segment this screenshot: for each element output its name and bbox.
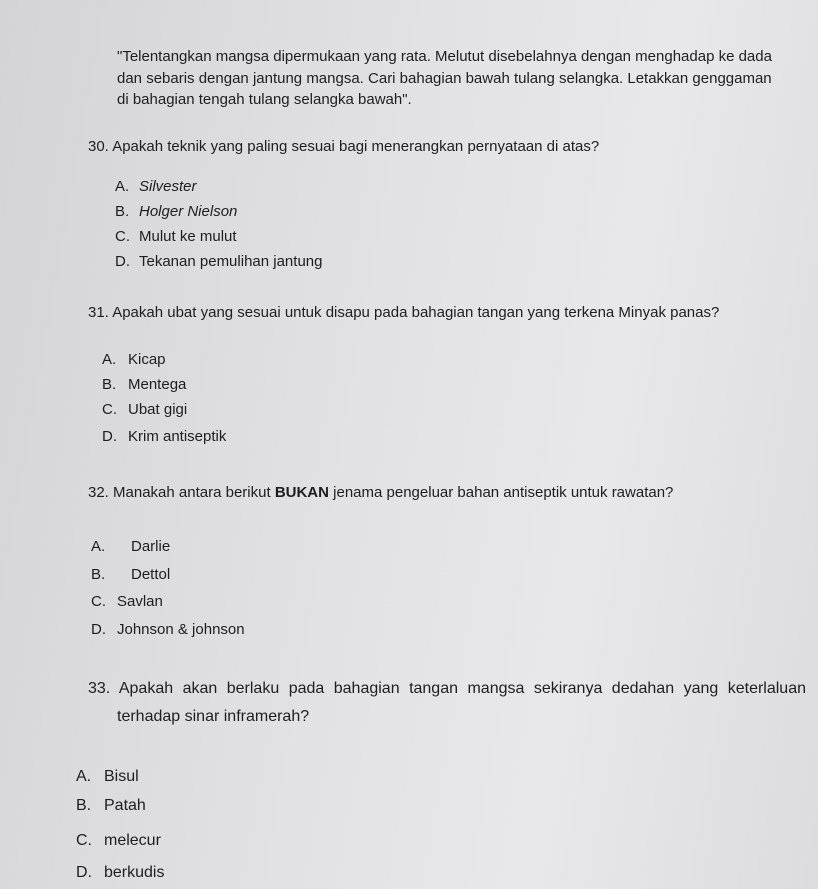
option-b[interactable]: B. Patah: [76, 797, 146, 814]
option-c[interactable]: C. melecur: [76, 832, 161, 849]
option-b[interactable]: B. Dettol: [91, 566, 171, 583]
emphasis-word: BUKAN: [274, 484, 329, 501]
option-c[interactable]: C. Savlan: [91, 593, 163, 610]
question-text-continued: terhadap sinar inframerah?: [117, 708, 310, 725]
option-a[interactable]: A. Bisul: [76, 768, 139, 785]
option-d[interactable]: D. Tekanan pemulihan jantung: [115, 253, 323, 270]
question-text: 32. Manakah antara berikut BUKAN jenama pengeluar bahan antiseptik untuk rawatan?: [88, 484, 674, 501]
intro-line: di bahagian tengah tulang selangka bawah".: [117, 91, 412, 108]
question-text: 30. Apakah teknik yang paling sesuai bagi menerangkan pernyataan di atas?: [88, 138, 600, 155]
option-a[interactable]: A. Silvester: [115, 178, 197, 195]
option-b[interactable]: B. Mentega: [102, 376, 187, 393]
option-d[interactable]: D. Johnson & johnson: [91, 621, 245, 638]
option-c[interactable]: C. Ubat gigi: [102, 401, 188, 418]
question-text: 31. Apakah ubat yang sesuai untuk disapu pada bahagian tangan yang terkena Minyak panas?: [88, 304, 720, 321]
option-b[interactable]: B. Holger Nielson: [115, 203, 238, 220]
intro-line: dan sebaris dengan jantung mangsa. Cari bahagian bawah tulang selangka. Letakkan genggaman: [117, 70, 772, 87]
intro-line: "Telentangkan mangsa dipermukaan yang rata. Melutut disebelahnya dengan menghadap ke dada: [117, 48, 772, 65]
option-c[interactable]: C. Mulut ke mulut: [115, 228, 237, 245]
option-d[interactable]: D. Krim antiseptik: [102, 428, 227, 445]
option-a[interactable]: A. Kicap: [102, 351, 166, 368]
option-d[interactable]: D. berkudis: [76, 864, 165, 881]
question-text: 33. Apakah akan berlaku pada bahagian tangan mangsa sekiranya dedahan yang keterlaluan: [88, 680, 807, 697]
option-a[interactable]: A. Darlie: [91, 538, 171, 555]
